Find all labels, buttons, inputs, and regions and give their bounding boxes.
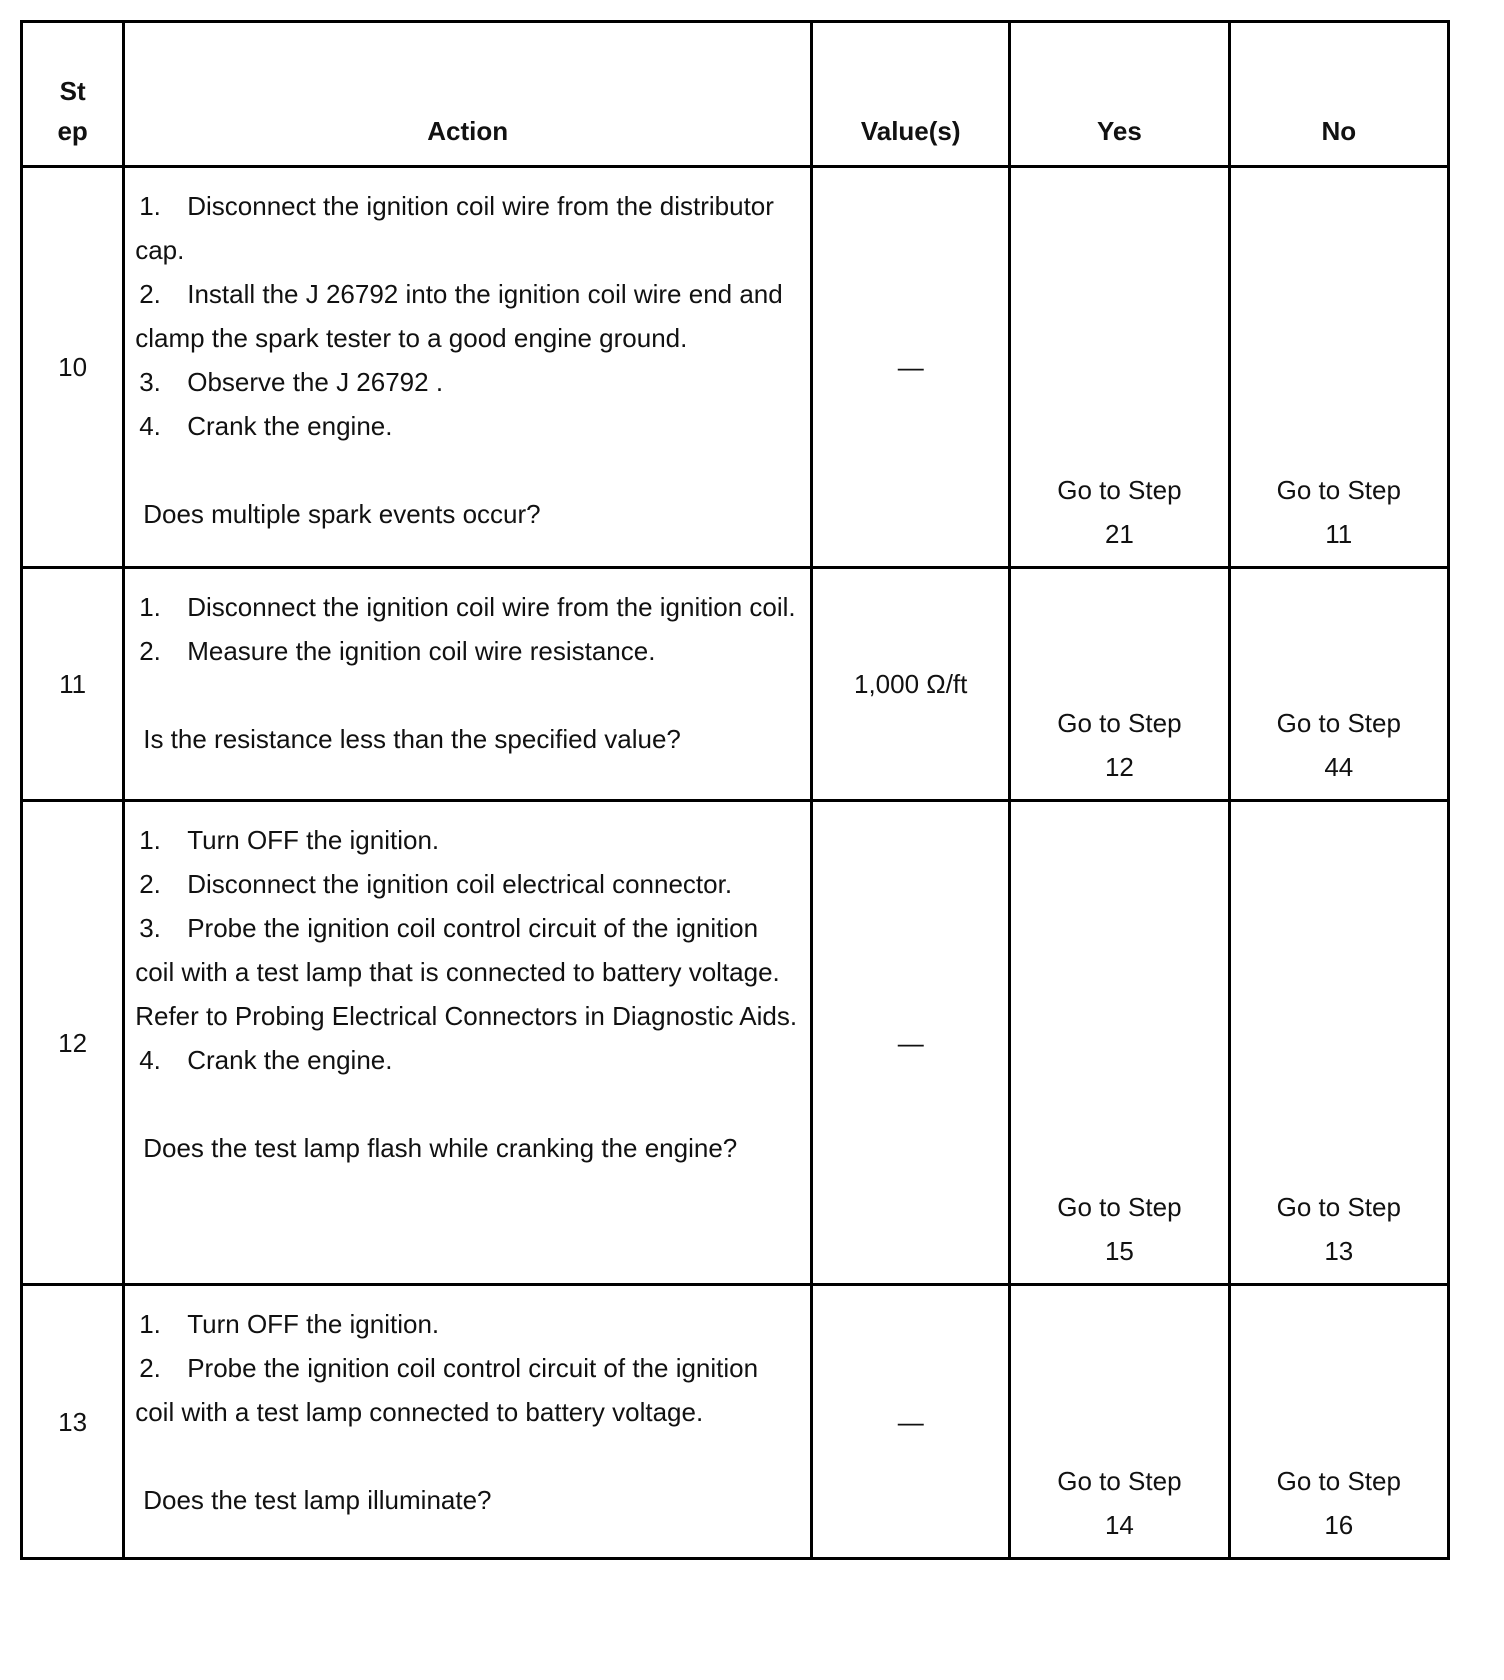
table-row [22,1285,1449,1559]
action-item: 4. Crank the engine. [139,411,393,441]
header-step-line1: St [59,76,86,106]
action-question: Does multiple spark events occur? [143,499,541,529]
yes-step-link[interactable]: 21 [1104,519,1134,549]
no-step-link[interactable]: 13 [1324,1236,1354,1266]
table-row [22,568,1449,801]
yes-cell [1010,568,1229,801]
step-number: 13 [22,1285,124,1559]
action-cell [124,801,812,1285]
action-item: 1. Turn OFF the ignition. [139,1309,440,1339]
no-cell [1229,568,1448,801]
action-item: 1. Turn OFF the ignition. [139,825,440,855]
action-item: 2. Disconnect the ignition coil electrical connector. [139,869,733,899]
action-cell [124,167,812,568]
diagnostic-table [20,20,1450,1560]
header-row [22,22,1449,167]
action-item: 2. Install the J 26792 into the ignition coil wire end and clamp the spark tester to a good engine ground. [135,279,783,353]
no-step-link[interactable]: 11 [1325,519,1353,549]
action-item: 4. Crank the engine. [139,1045,393,1075]
yes-step-link[interactable]: 15 [1104,1236,1134,1266]
action-question: Is the resistance less than the specified value? [143,724,681,754]
action-question: Does the test lamp flash while cranking the engine? [143,1133,738,1163]
action-item: 3. Probe the ignition coil control circuit of the ignition coil with a test lamp that is connected to battery voltage. Refer to Probing Electrical Connectors in Diagnostic Aids. [135,913,798,1031]
no-cell [1229,167,1448,568]
value-cell: — [812,167,1010,568]
yes-cell [1010,1285,1229,1559]
no-label: Go to Step [1276,475,1401,505]
no-label: Go to Step [1276,1466,1401,1496]
value-cell: 1,000 Ω/ft [812,568,1010,801]
step-number: 11 [22,568,124,801]
table-row [22,801,1449,1285]
yes-label: Go to Step [1057,708,1182,738]
yes-label: Go to Step [1057,1192,1182,1222]
table-row [22,167,1449,568]
action-item: 2. Measure the ignition coil wire resistance. [139,636,656,666]
header-step-line2: ep [57,116,88,146]
no-label: Go to Step [1276,708,1401,738]
action-cell [124,568,812,801]
yes-step-link[interactable]: 12 [1104,752,1134,782]
action-item: 2. Probe the ignition coil control circuit of the ignition coil with a test lamp connected to battery voltage. [135,1353,759,1427]
value-cell: — [812,1285,1010,1559]
action-item: 1. Disconnect the ignition coil wire from the distributor cap. [135,191,774,265]
yes-label: Go to Step [1057,1466,1182,1496]
action-item: 3. Observe the J 26792 . [139,367,444,397]
no-step-link[interactable]: 16 [1324,1510,1354,1540]
action-item: 1. Disconnect the ignition coil wire from the ignition coil. [139,592,796,622]
step-number: 10 [22,167,124,568]
yes-label: Go to Step [1057,475,1182,505]
value-cell: — [812,801,1010,1285]
no-step-link[interactable]: 44 [1324,752,1354,782]
yes-step-link[interactable]: 14 [1104,1510,1134,1540]
header-action: Action [124,22,812,167]
header-step [22,22,124,167]
no-label: Go to Step [1276,1192,1401,1222]
step-number: 12 [22,801,124,1285]
header-no: No [1229,22,1448,167]
action-cell [124,1285,812,1559]
yes-cell [1010,167,1229,568]
yes-cell [1010,801,1229,1285]
no-cell [1229,1285,1448,1559]
header-yes: Yes [1010,22,1229,167]
action-question: Does the test lamp illuminate? [143,1485,492,1515]
header-values: Value(s) [812,22,1010,167]
no-cell [1229,801,1448,1285]
